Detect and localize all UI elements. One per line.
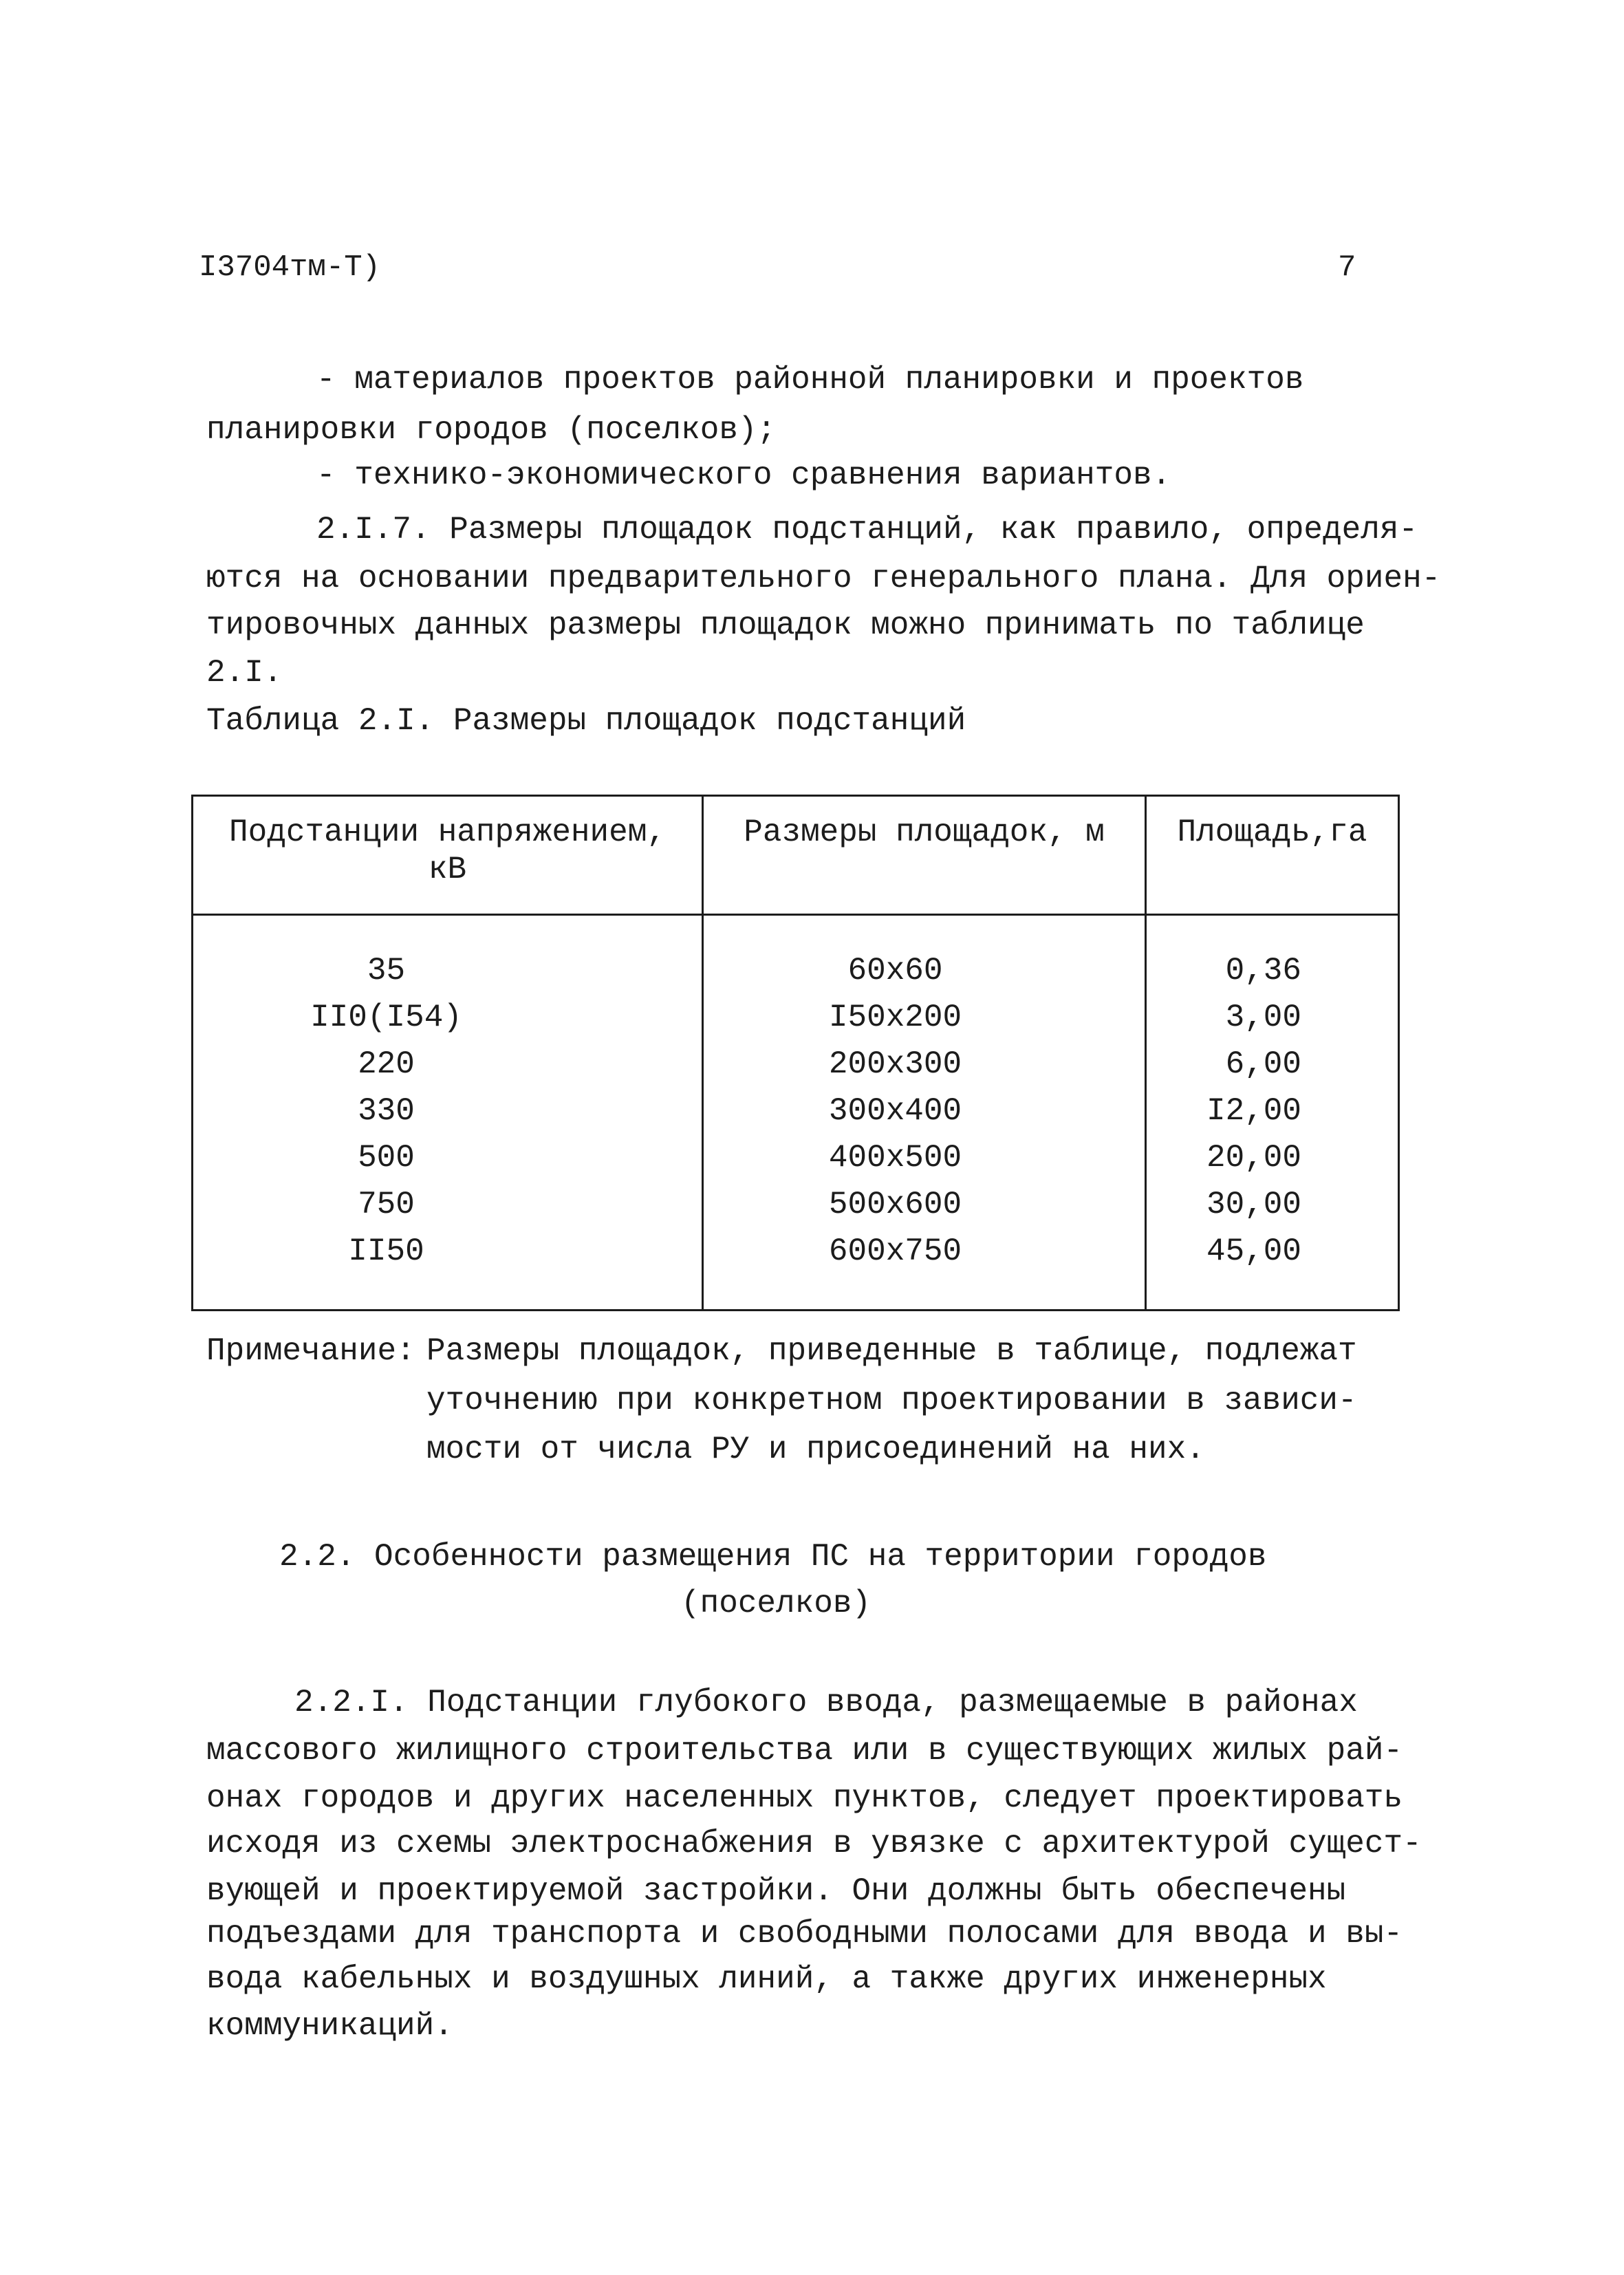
column-header-size (703, 796, 1146, 915)
table-row (193, 915, 1399, 995)
page-number: 7 (1338, 250, 1356, 285)
paragraph-line: онах городов и других населенных пунктов, следует проектировать (206, 1780, 1403, 1816)
note-line: уточнению при конкретном проектировании в зависи- (426, 1383, 1357, 1419)
cell-size: 300x400 (703, 1088, 1146, 1134)
table-row (193, 1088, 1399, 1134)
cell-size: I50x200 (703, 994, 1146, 1041)
paragraph-line: ются на основании предварительного генерального плана. Для ориен- (206, 561, 1441, 596)
cell-size: 400x500 (703, 1134, 1146, 1181)
table-header-row (193, 796, 1399, 915)
table-row (193, 1134, 1399, 1181)
column-header-area (1146, 796, 1399, 915)
note-line: Размеры площадок, приведенные в таблице, подлежат (426, 1333, 1357, 1369)
table-row (193, 994, 1399, 1041)
cell-voltage: 220 (193, 1041, 703, 1088)
paragraph-line: коммуникаций. (206, 2008, 453, 2044)
cell-area: 3,00 (1146, 994, 1399, 1041)
cell-size: 200x300 (703, 1041, 1146, 1088)
table-caption: Таблица 2.I. Размеры площадок подстанций (206, 703, 966, 739)
section-heading: 2.2. Особенности размещения ПС на территории городов (279, 1539, 1267, 1575)
cell-area: 45,00 (1146, 1228, 1399, 1311)
document-code: I3704тм-Т) (199, 250, 381, 285)
cell-voltage: 330 (193, 1088, 703, 1134)
cell-voltage: 750 (193, 1181, 703, 1228)
paragraph-line: 2.I.7. Размеры площадок подстанций, как правило, определя- (316, 512, 1418, 548)
table-row (193, 1041, 1399, 1088)
list-item: - материалов проектов районной планировки и проектов (316, 362, 1304, 398)
column-header-line: кВ (428, 852, 467, 887)
cell-voltage: 35 (193, 915, 703, 995)
column-header-voltage (193, 796, 703, 915)
cell-area: 0,36 (1146, 915, 1399, 995)
cell-area: I2,00 (1146, 1088, 1399, 1134)
paragraph-line: подъездами для транспорта и свободными полосами для ввода и вы- (206, 1916, 1403, 1952)
paragraph-line: массового жилищного строительства или в существующих жилых рай- (206, 1733, 1403, 1769)
column-header-line: Размеры площадок, м (744, 815, 1105, 850)
column-header-line: Площадь,га (1177, 815, 1367, 850)
cell-area: 20,00 (1146, 1134, 1399, 1181)
note-line: мости от числа РУ и присоединений на них. (426, 1432, 1205, 1467)
paragraph-line: 2.2.I. Подстанции глубокого ввода, размещаемые в районах (294, 1685, 1358, 1721)
paragraph-line: 2.I. (206, 655, 283, 691)
note-label: Примечание: (206, 1333, 415, 1369)
list-item-continuation: планировки городов (поселков); (206, 412, 777, 448)
cell-size: 500x600 (703, 1181, 1146, 1228)
paragraph-line: вующей и проектируемой застройки. Они должны быть обеспечены (206, 1873, 1346, 1909)
cell-size: 60x60 (703, 915, 1146, 995)
paragraph-line: тировочных данных размеры площадок можно принимать по таблице (206, 607, 1365, 643)
cell-voltage: II0(I54) (193, 994, 703, 1041)
table-row (193, 1228, 1399, 1311)
cell-area: 30,00 (1146, 1181, 1399, 1228)
paragraph-line: исходя из схемы электроснабжения в увязке с архитектурой сущест- (206, 1826, 1422, 1862)
table-row (193, 1181, 1399, 1228)
cell-area: 6,00 (1146, 1041, 1399, 1088)
list-item: - технико-экономического сравнения вариантов. (316, 457, 1171, 493)
column-header-line: Подстанции напряжением, (229, 815, 666, 850)
cell-size: 600x750 (703, 1228, 1146, 1311)
paragraph-line: вода кабельных и воздушных линий, а также других инженерных (206, 1961, 1327, 1997)
cell-voltage: II50 (193, 1228, 703, 1311)
substation-sizes-table (191, 795, 1400, 1311)
section-heading: (поселков) (681, 1586, 871, 1621)
cell-voltage: 500 (193, 1134, 703, 1181)
